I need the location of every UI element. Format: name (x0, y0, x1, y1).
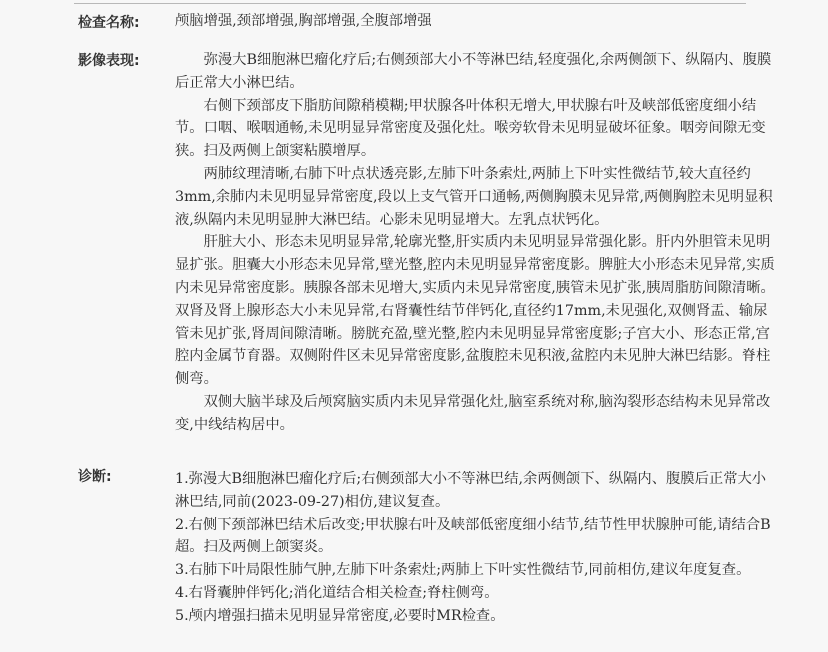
diagnosis-item: 3.右肺下叶局限性肺气肿,左肺下叶条索灶;两肺上下叶实性微结节,同前相仿,建议年度复查。 (175, 562, 751, 579)
findings-paragraph-chest: 两肺纹理清晰,右肺下叶点状透亮影,左肺下叶条索灶,两肺上下叶实性微结节,较大直径约3mm,余肺内未见明显异常密度,段以上支气管开口通畅,两侧胸膜未见异常,两侧胸腔未见明显积液,纵隔内未见明显肿大淋巴结。心影未见明显增大。左乳点状钙化。 (175, 165, 773, 228)
findings-paragraph-brain: 双侧大脑半球及后颅窝脑实质内未见异常强化灶,脑室系统对称,脑沟裂形态结构未见异常改变,中线结构居中。 (175, 393, 771, 433)
diagnosis-item: 4.右肾囊肿伴钙化;消化道结合相关检查;脊柱侧弯。 (175, 584, 499, 601)
diagnosis-label: 诊断: (78, 469, 112, 485)
diagnosis-item: 1.弥漫大B细胞淋巴瘤化疗后;右侧颈部大小不等淋巴结,余两侧颌下、纵隔内、腹膜后正常大小淋巴结,同前(2023-09-27)相仿,建议复查。 (175, 471, 767, 510)
diagnosis-item: 2.右侧下颈部淋巴结术后改变;甲状腺右叶及峡部低密度细小结节,结节性甲状腺肿可能,请结合B超。扫及两侧上颌窦炎。 (175, 516, 771, 556)
findings-paragraph-abdomen: 肝脏大小、形态未见明显异常,轮廓光整,肝实质内未见明显异常强化影。肝内外胆管未见明显扩张。胆囊大小形态未见异常,壁光整,腔内未见明显异常密度影。脾脏大小形态未见异常,实质内未见异常密度影。胰腺各部未见增大,实质内未见异常密度,胰管未见扩张,胰周脂肪间隙清晰。双肾及肾上腺形态大小未见异常,右肾囊性结节伴钙化,直径约17mm,未见强化,双侧肾盂、输尿管未见扩张,肾周间隙清晰。膀胱充盈,壁光整,腔内未见明显异常密度影;子宫大小、形态正常,宫腔内金属节育器。双侧附件区未见异常密度影,盆腹腔未见积液,盆腔内未见肿大淋巴结影。脊柱侧弯。 (175, 234, 775, 388)
findings-section (175, 49, 775, 437)
diagnosis-section (175, 468, 775, 628)
findings-paragraph-neck: 右侧下颈部皮下脂肪间隙稍模糊;甲状腺各叶体积无增大,甲状腺右叶及峡部低密度细小结节。口咽、喉咽通畅,未见明显异常密度及强化灶。喉旁软骨未见明显破坏征象。咽旁间隙无变狭。扫及两侧上颌窦粘膜增厚。 (175, 97, 766, 160)
findings-label: 影像表现: (78, 53, 140, 69)
exam-name-value: 颅脑增强,颈部增强,胸部增强,全腹部增强 (175, 13, 432, 29)
diagnosis-item: 5.颅内增强扫描未见明显异常密度,必要时MR检查。 (175, 607, 505, 624)
exam-name-label: 检查名称: (78, 15, 140, 31)
top-divider (74, 3, 746, 4)
findings-paragraph-lymphoma: 弥漫大B细胞淋巴瘤化疗后;右侧颈部大小不等淋巴结,轻度强化,余两侧颌下、纵隔内、腹膜后正常大小淋巴结。 (175, 52, 772, 91)
